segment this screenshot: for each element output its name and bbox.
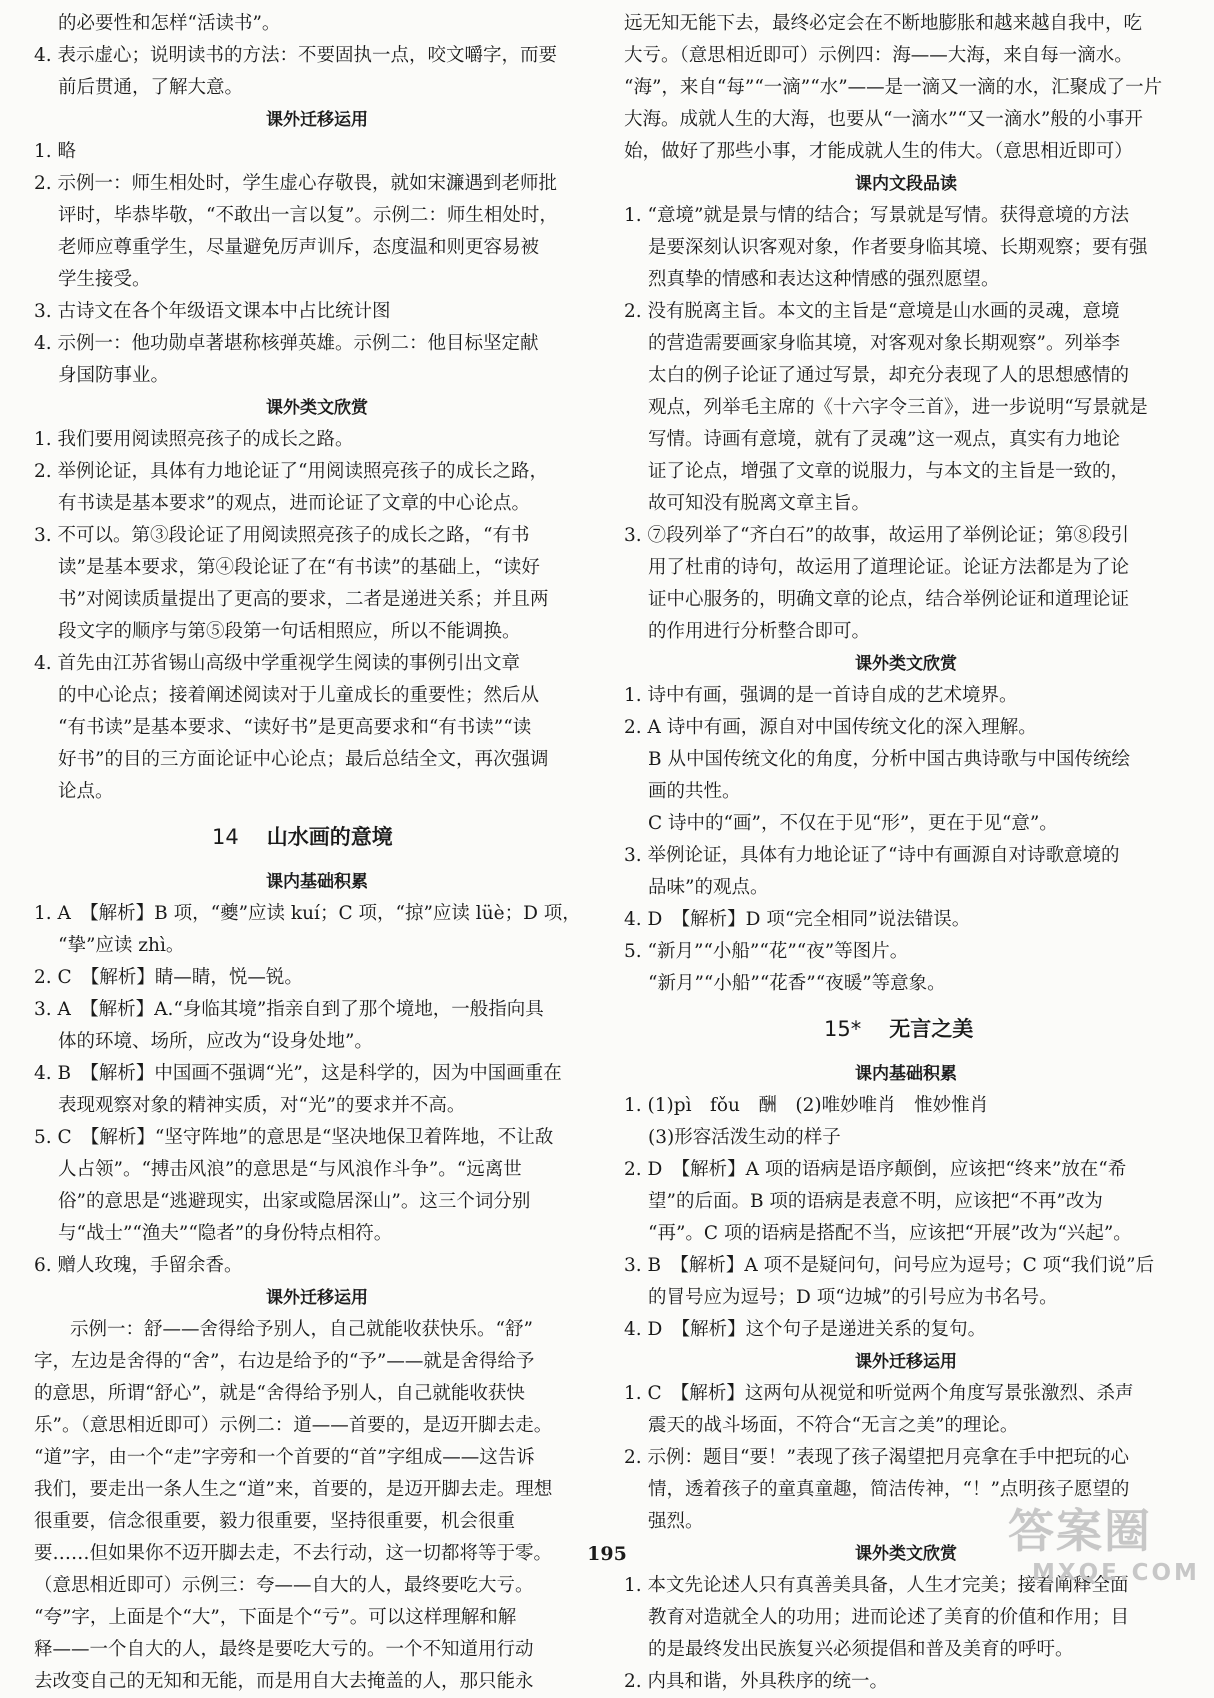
answer-line: 书”对阅读质量提出了更高的要求，二者是递进关系；并且两 [58,589,549,610]
answer-line: 3. 古诗文在各个年级语文课本中占比统计图 [34,301,391,322]
chapter-number: 14 [212,825,239,849]
answer-line: 体的环境、场所，应改为“设身处地”。 [58,1031,373,1052]
answer-line: 是要深刻认识客观对象，作者要身临其境、长期观察；要有强 [648,237,1148,258]
chapter-title [34,808,600,866]
left-column [34,8,600,1698]
answer-line: 1. (1)pì fǒu 酬 (2)唯妙唯肖 惟妙惟肖 [624,1095,989,1116]
section-heading: 课内文段品读 [855,174,957,194]
answer-line: 3. A 【解析】A.“身临其境”指亲自到了那个境地，一般指向具 [34,999,544,1020]
answer-line: 4. 首先由江苏省锡山高级中学重视学生阅读的事例引出文章 [34,653,521,674]
answer-line: 情，透着孩子的童真童趣，简洁传神，“！”点明孩子愿望的 [648,1479,1130,1500]
answer-line: 的是最终发出民族复兴必须提倡和普及美育的呼吁。 [648,1639,1074,1660]
chapter-name: 山水画的意境 [266,825,393,849]
chapter-name: 无言之美 [889,1017,974,1041]
answer-line: 故可知没有脱离文章主旨。 [648,493,871,514]
watermark-main: 答案圈 [1008,1504,1152,1558]
section-heading: 课外类文欣赏 [855,1544,957,1564]
answer-line: 的冒号应为逗号；D 项“边城”的引号应为书名号。 [648,1287,1058,1308]
answer-line: 老师应尊重学生，尽量避免厉声训斥，态度温和则更容易被 [58,237,540,258]
answer-line: “夸”字，上面是个“大”，下面是个“亏”。可以这样理解和解 [34,1607,517,1628]
watermark-sub: MXQE.COM [1032,1560,1200,1586]
answer-line: 我们，要走出一条人生之“道”来，首要的，是迈开脚去走。理想 [34,1479,553,1500]
answer-line: 表现观察对象的精神实质，对“光”的要求并不高。 [58,1095,466,1116]
answer-line: (3)形容活泼生动的样子 [648,1127,841,1148]
answer-line: “道”字，由一个“走”字旁和一个首要的“首”字组成——这告诉 [34,1447,535,1468]
answer-line: 学生接受。 [58,269,151,290]
answer-line: 烈真挚的情感和表达这种情感的强烈愿望。 [648,269,1000,290]
answer-line: “新月”“小船”“花香”“夜暖”等意象。 [648,973,946,994]
answer-line: 2. A 诗中有画，源自对中国传统文化的深入理解。 [624,717,1037,738]
answer-line: “有书读”是基本要求、“读好书”是更高要求和“有书读”“读 [58,717,532,738]
answer-line: 很重要，信念很重要，毅力很重要，坚持很重要，机会很重 [34,1511,516,1532]
answer-line: （意思相近即可）示例三：夸——自大的人，最终要吃大亏。 [34,1575,534,1596]
answer-line: B 从中国传统文化的角度，分析中国古典诗歌与中国传统绘 [648,749,1130,770]
right-column [624,8,1188,1698]
answer-line: 远无知无能下去，最终必定会在不断地膨胀和越来越自我中，吃 [624,13,1143,34]
answer-line: 的必要性和怎样“活读书”。 [58,13,281,34]
page-number: 195 [587,1543,627,1565]
answer-line: 段文字的顺序与第⑤段第一句话相照应，所以不能调换。 [58,621,521,642]
chapter-number: 15* [824,1017,862,1041]
answer-line: 3. 不可以。第③段论证了用阅读照亮孩子的成长之路，“有书 [34,525,530,546]
answer-line: 前后贯通，了解大意。 [58,77,244,98]
answer-line: 强烈。 [648,1511,704,1532]
answer-line: 读”是基本要求，第④段论证了在“有书读”的基础上，“读好 [58,557,540,578]
answer-line: 画的共性。 [648,781,741,802]
answer-line: 4. D 【解析】这个句子是递进关系的复句。 [624,1319,987,1340]
section-heading: 课内基础积累 [266,872,368,892]
answer-line: 太白的例子论证了通过写景，却充分表现了人的思想感情的 [648,365,1130,386]
answer-line: 震天的战斗场面，不符合“无言之美”的理论。 [648,1415,1019,1436]
watermark-logo [1008,1503,1204,1591]
answer-line: 的作用进行分析整合即可。 [648,621,871,642]
answer-line: 释——一个自大的人，最终是要吃大亏的。一个不知道用行动 [34,1639,534,1660]
answer-line: 论点。 [58,781,114,802]
answer-line: 的意思，所谓“舒心”，就是“舍得给予别人，自己就能收获快 [34,1383,525,1404]
answer-line: 要……但如果你不迈开脚去走，不去行动，这一切都将等于零。 [34,1543,553,1564]
answer-line: 2. 举例论证，具体有力地论证了“用阅读照亮孩子的成长之路， [34,461,548,482]
answer-line: 2. D 【解析】A 项的语病是语序颠倒，应该把“终来”放在“希 [624,1159,1127,1180]
answer-line: 1. “意境”就是景与情的结合；写景就是写情。获得意境的方法 [624,205,1129,226]
answer-line: 用了杜甫的诗句，故运用了道理论证。论证方法都是为了论 [648,557,1130,578]
answer-line: 2. 示例一：师生相处时，学生虚心存敬畏，就如宋濂遇到老师批 [34,173,558,194]
answer-line: 6. 赠人玫瑰，手留余香。 [34,1255,243,1276]
answer-line: 示例一：舒——舍得给予别人，自己就能收获快乐。“舒” [70,1319,533,1340]
answer-line: 5. “新月”“小船”“花”“夜”等图片。 [624,941,909,962]
answer-line: 与“战士”“渔夫”“隐者”的身份特点相符。 [58,1223,393,1244]
answer-line: 评时，毕恭毕敬，“不敢出一言以复”。示例二：师生相处时， [58,205,558,226]
answer-line: 1. 诗中有画，强调的是一首诗自成的艺术境界。 [624,685,1018,706]
answer-line: 望”的后面。B 项的语病是表意不明，应该把“不再”改为 [648,1191,1103,1212]
answer-line: 写情。诗画有意境，就有了灵魂”这一观点，真实有力地论 [648,429,1120,450]
answer-line: 4. 示例一：他功勋卓著堪称核弹英雄。示例二：他目标坚定献 [34,333,539,354]
answer-line: 大海。成就人生的大海，也要从“一滴水”“又一滴水”般的小事开 [624,109,1143,130]
answer-line: 始，做好了那些小事，才能成就人生的伟大。（意思相近即可） [624,141,1133,162]
answer-line: 观点，列举毛主席的《十六字令三首》，进一步说明“写景就是 [648,397,1148,418]
answer-line: 2. 内具和谐，外具秩序的统一。 [624,1671,889,1692]
answer-line: 的中心论点；接着阐述阅读对于儿童成长的重要性；然后从 [58,685,540,706]
answer-line: C 诗中的“画”，不仅在于见“形”，更在于见“意”。 [648,813,1058,834]
answer-line: 俗”的意思是“逃避现实，出家或隐居深山”。这三个词分别 [58,1191,531,1212]
section-heading: 课外类文欣赏 [266,398,368,418]
answer-line: 证了论点，增强了文章的说服力，与本文的主旨是一致的， [648,461,1130,482]
answer-line: 3. 举例论证，具体有力地论证了“诗中有画源自对诗歌意境的 [624,845,1120,866]
answer-line: 2. C 【解析】睛—睛，悦—锐。 [34,967,303,988]
answer-line: 3. ⑦段列举了“齐白石”的故事，故运用了举例论证；第⑧段引 [624,525,1129,546]
section-heading: 课外类文欣赏 [855,654,957,674]
answer-line: 大亏。（意思相近即可）示例四：海——大海，来自每一滴水。 [624,45,1133,66]
answer-line: 1. 本文先论述人只有真善美具备，人生才完美；接着阐释全面 [624,1575,1129,1596]
section-heading: 课外迁移运用 [855,1352,957,1372]
answer-line: 1. C 【解析】这两句从视觉和听觉两个角度写景张激烈、杀声 [624,1383,1134,1404]
answer-line: 2. 没有脱离主旨。本文的主旨是“意境是山水画的灵魂，意境 [624,301,1120,322]
section-heading: 课内基础积累 [855,1064,957,1084]
answer-line: 有书读是基本要求”的观点，进而论证了文章的中心论点。 [58,493,530,514]
answer-line: 人占领”。“搏击风浪”的意思是“与风浪作斗争”。“远离世 [58,1159,522,1180]
answer-line: 4. 表示虚心；说明读书的方法：不要固执一点，咬文嚼字，而要 [34,45,558,66]
answer-line: 的营造需要画家身临其境，对客观对象长期观察”。列举李 [648,333,1120,354]
answer-line: “海”，来自“每”“一滴”“水”——是一滴又一滴的水，汇聚成了一片 [624,77,1163,98]
answer-line: 证中心服务的，明确文章的论点，结合举例论证和道理论证 [648,589,1130,610]
answer-line: 字，左边是舍得的“舍”，右边是给予的“予”——就是舍得给予 [34,1351,535,1372]
answer-line: 去改变自己的无知和无能，而是用自大去掩盖的人，那只能永 [34,1671,534,1692]
answer-line: 1. 我们要用阅读照亮孩子的成长之路。 [34,429,354,450]
answer-line: 品味”的观点。 [648,877,769,898]
answer-line: 4. D 【解析】D 项“完全相同”说法错误。 [624,909,971,930]
answer-line: “再”。C 项的语病是搭配不当，应该把“开展”改为“兴起”。 [648,1223,1132,1244]
answer-line: 1. 略 [34,141,77,162]
answer-line: 2. 示例：题目“要！”表现了孩子渴望把月亮拿在手中把玩的心 [624,1447,1129,1468]
section-heading: 课外迁移运用 [266,110,368,130]
answer-line: 1. A 【解析】B 项，“夔”应读 kuí；C 项，“掠”应读 lüè；D 项， [34,903,581,924]
section-heading: 课外迁移运用 [266,1288,368,1308]
answer-line: 教育对造就全人的功用；进而论述了美育的价值和作用；目 [648,1607,1130,1628]
answer-line: 乐”。（意思相近即可）示例二：道——首要的，是迈开脚去走。 [34,1415,553,1436]
answer-line: 好书”的目的三方面论证中心论点；最后总结全文，再次强调 [58,749,549,770]
answer-line: 3. B 【解析】A 项不是疑问句，问号应为逗号；C 项“我们说”后 [624,1255,1155,1276]
answer-line: 身国防事业。 [58,365,170,386]
answer-line: 4. B 【解析】中国画不强调“光”，这是科学的，因为中国画重在 [34,1063,562,1084]
answer-line: 5. C 【解析】“坚守阵地”的意思是“坚决地保卫着阵地，不让敌 [34,1127,554,1148]
answer-line: “挚”应读 zhì。 [58,935,185,956]
chapter-title [624,1000,1188,1058]
